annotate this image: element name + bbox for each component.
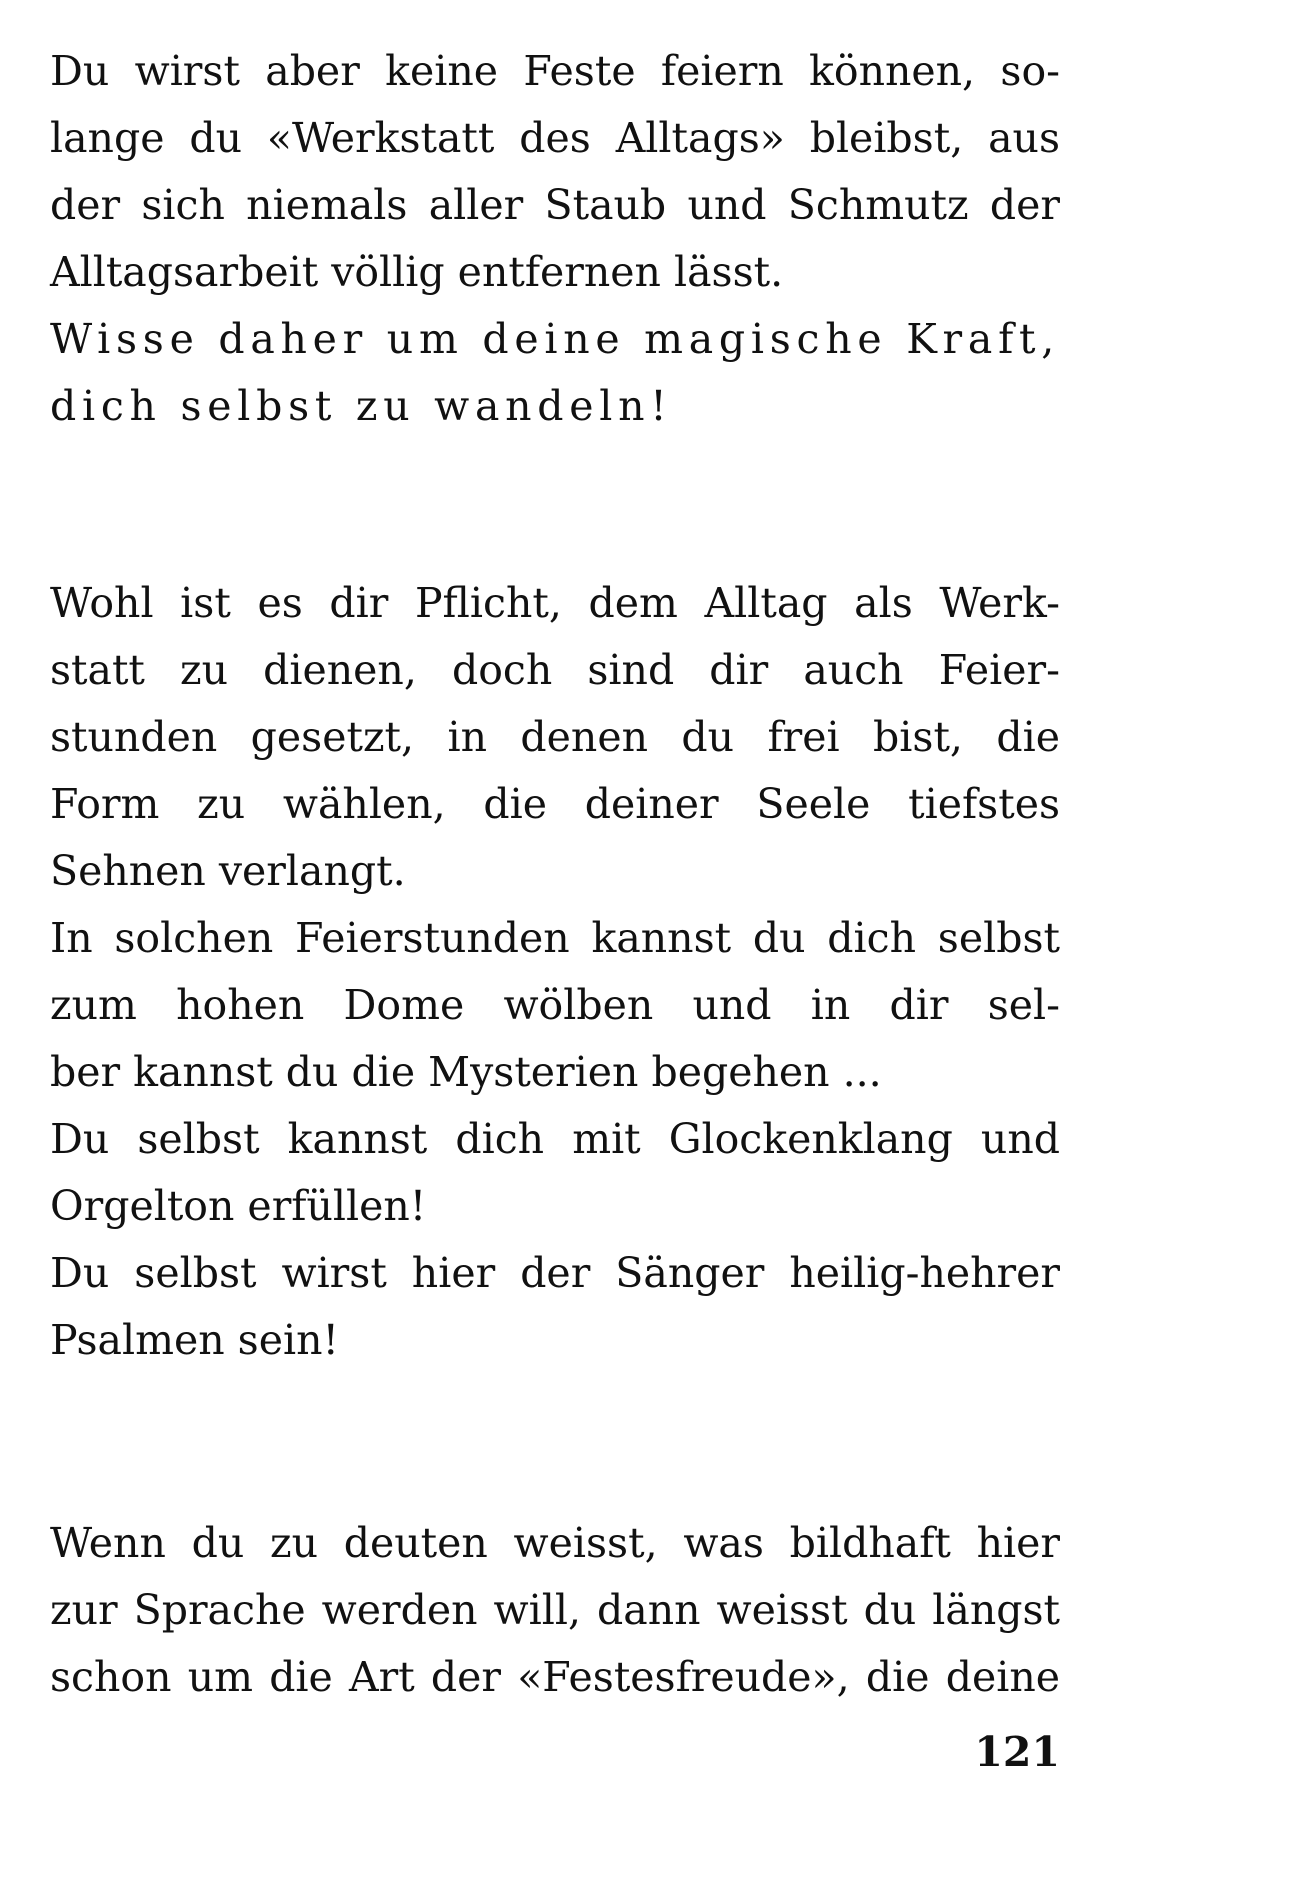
- text-line: Wohl ist es dir Pflicht, dem Alltag als Werk-: [50, 579, 1060, 627]
- text-line: stunden gesetzt, in denen du frei bist, die: [50, 713, 1060, 761]
- page-number: 121: [974, 1728, 1060, 1776]
- text-line: Du wirst aber keine Feste feiern können, so-: [50, 47, 1060, 95]
- text-line: ber kannst du die Mysterien begehen ...: [50, 1048, 882, 1096]
- text-line: zum hohen Dome wölben und in dir sel-: [50, 981, 1060, 1029]
- paragraph-3: [50, 1510, 1060, 1711]
- text-line: zur Sprache werden will, dann weisst du längst: [50, 1586, 1060, 1634]
- text-line: Orgelton erfüllen!: [50, 1182, 427, 1230]
- text-line: Du selbst kannst dich mit Glockenklang und: [50, 1115, 1060, 1163]
- text-line: Wenn du zu deuten weisst, was bildhaft hier: [50, 1519, 1060, 1567]
- text-line: Du selbst wirst hier der Sänger heilig-hehrer: [50, 1249, 1060, 1297]
- text-line: Wisse daher um deine magische Kraft,: [50, 315, 1060, 363]
- text-line: statt zu dienen, doch sind dir auch Feier-: [50, 646, 1060, 694]
- text-line: dich selbst zu wandeln!: [50, 382, 673, 430]
- text-line: Form zu wählen, die deiner Seele tiefstes: [50, 780, 1060, 828]
- text-line: schon um die Art der «Festesfreude», die deine: [50, 1653, 1060, 1701]
- paragraph-1: [50, 38, 1060, 440]
- text-line: Sehnen verlangt.: [50, 847, 406, 895]
- text-line: lange du «Werkstatt des Alltags» bleibst, aus: [50, 114, 1060, 162]
- text-line: der sich niemals aller Staub und Schmutz der: [50, 181, 1060, 229]
- paragraph-2: [50, 570, 1060, 1374]
- text-line: Alltagsarbeit völlig entfernen lässt.: [50, 248, 784, 296]
- text-line: In solchen Feierstunden kannst du dich selbst: [50, 914, 1060, 962]
- text-line: Psalmen sein!: [50, 1316, 339, 1364]
